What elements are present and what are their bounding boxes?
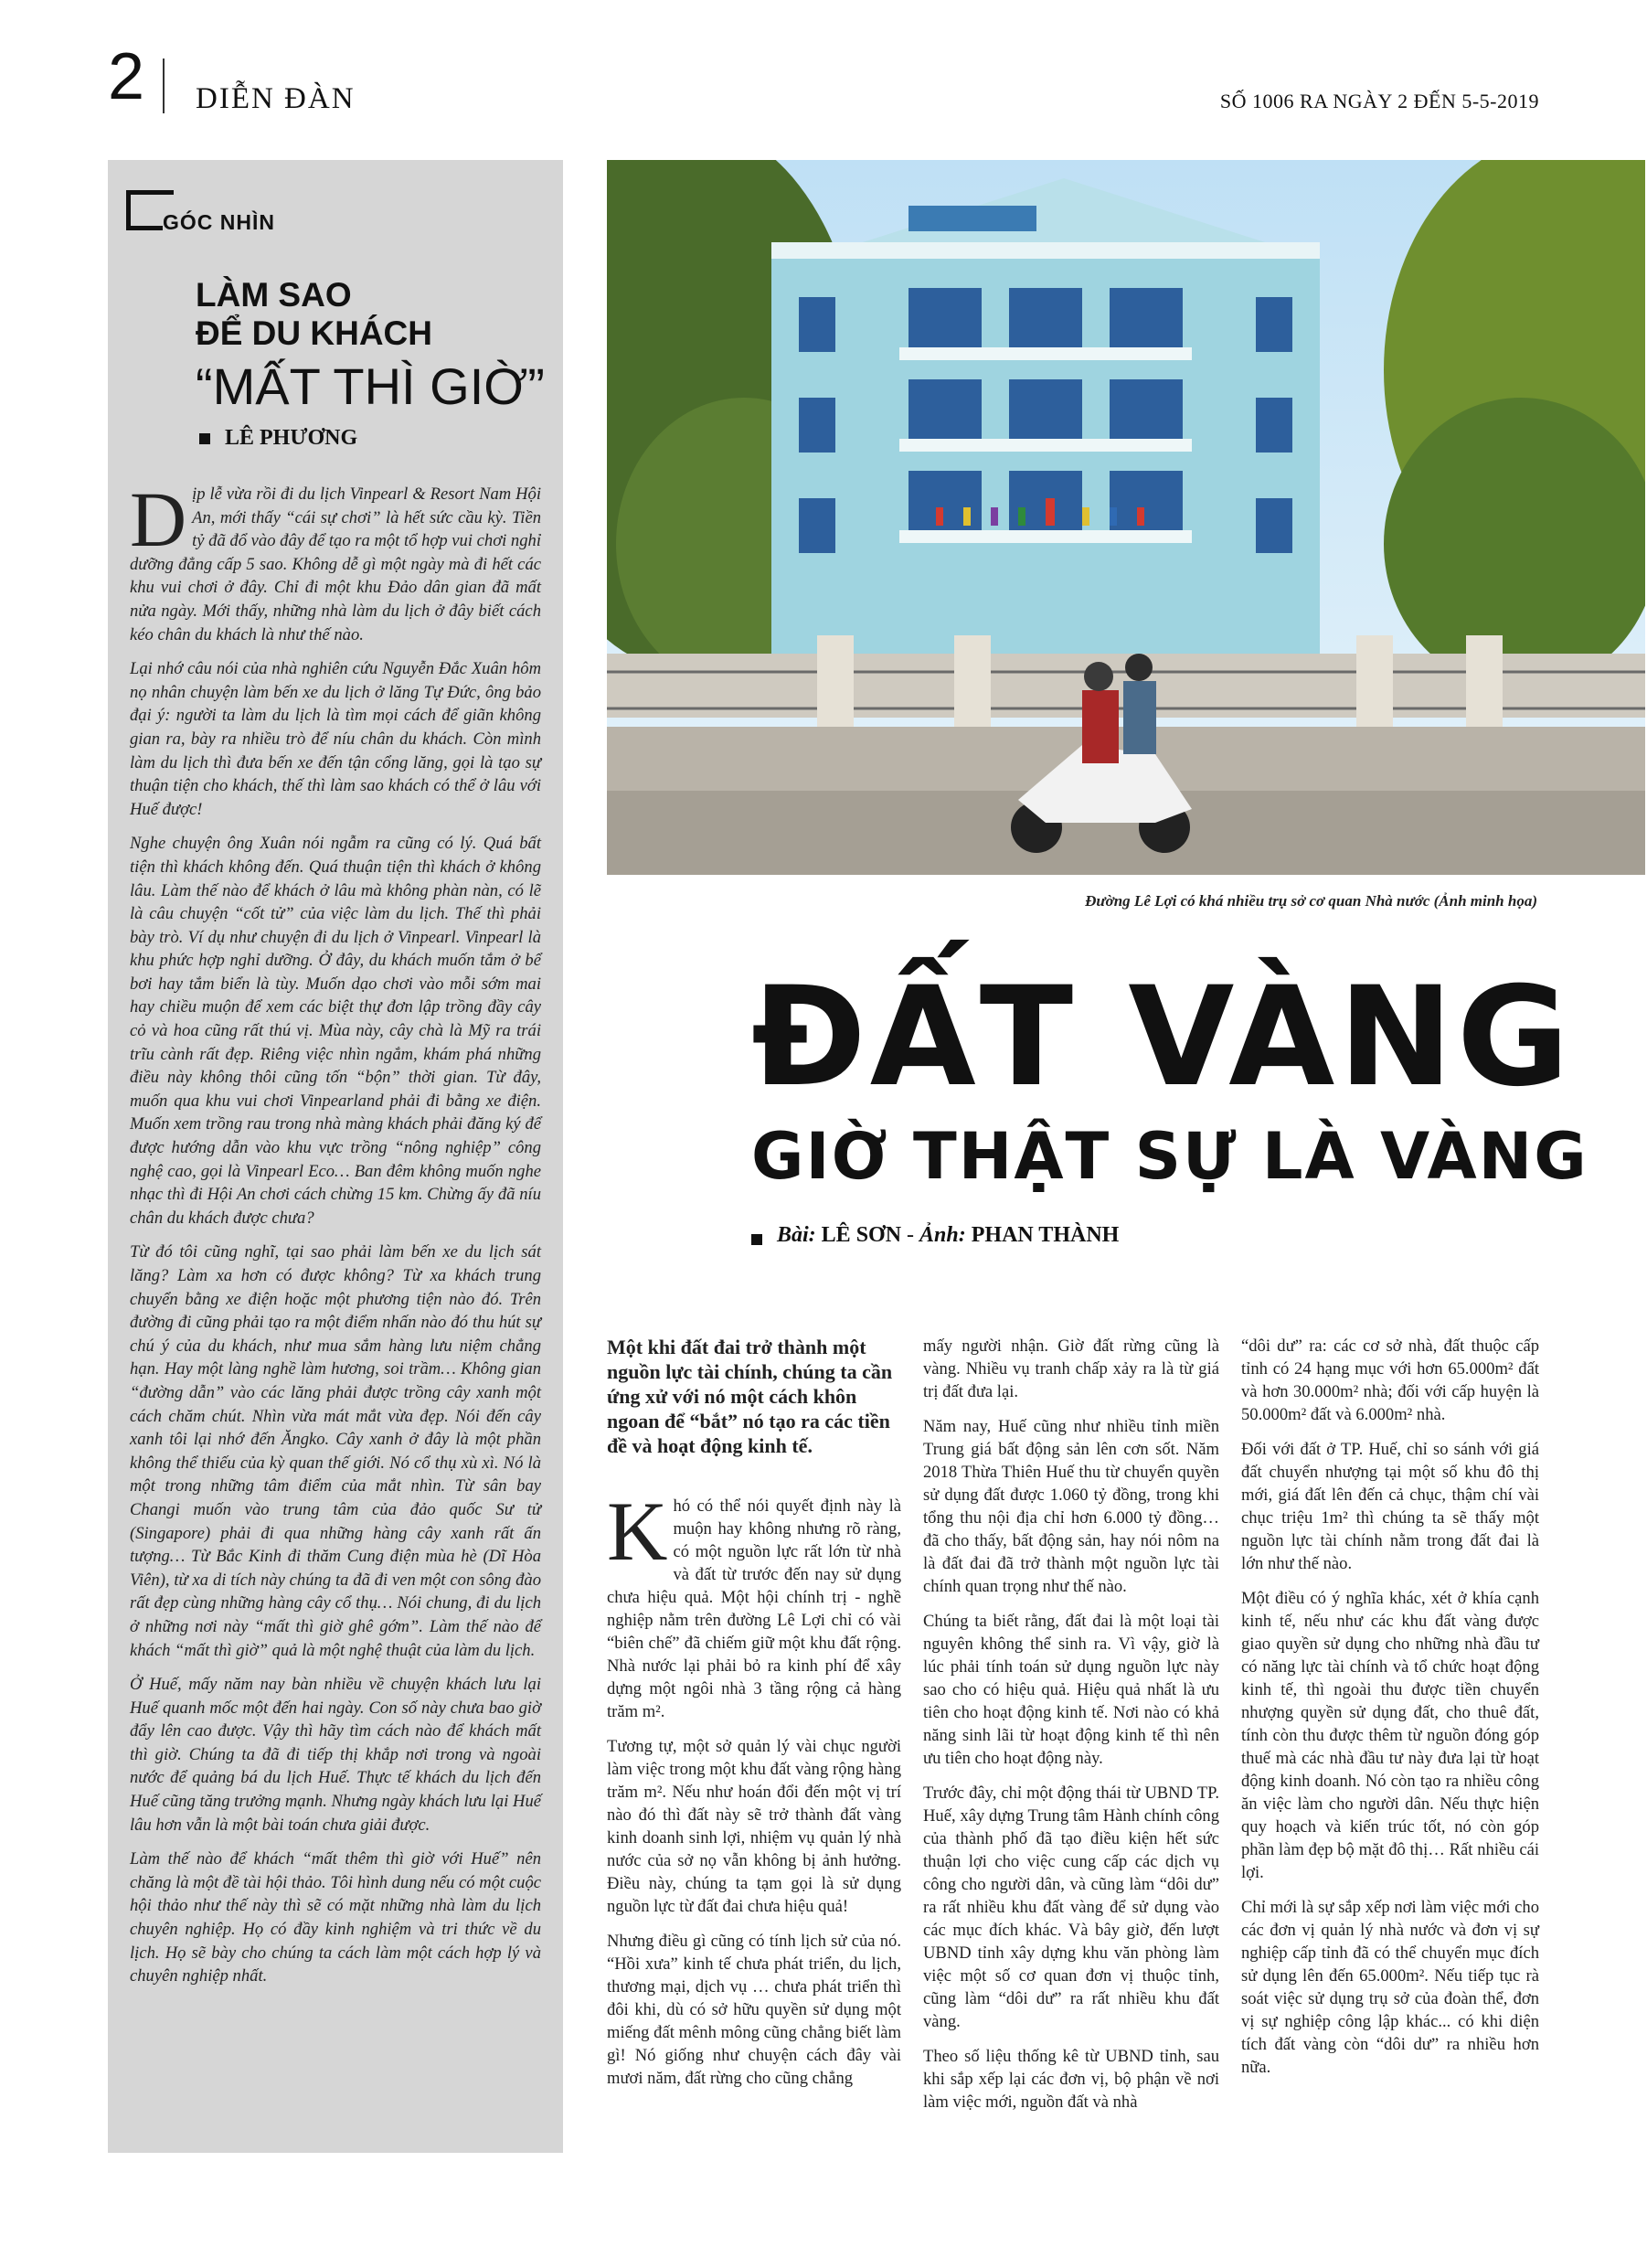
article-paragraph: Đối với đất ở TP. Huế, chỉ so sánh với giá đất chuyển nhượng tại một số khu đô thị mới, giá đất lên đến cả chục, thậm chí vài chục triệu 1m² thì chúng ta sẽ thấy một nguồn lực tài chính nằm trong đất đai là lớn như thế nào.: [1241, 1440, 1539, 1573]
article-column-3: [1241, 1335, 1539, 2091]
column-label: GÓC NHÌN: [163, 210, 275, 234]
header-divider: [163, 59, 165, 113]
byline-author: LÊ SƠN: [821, 1223, 902, 1247]
photo-caption: Đường Lê Lợi có khá nhiều trụ sở cơ quan Nhà nước (Ảnh minh họa): [1085, 892, 1537, 910]
article-paragraph: “dôi dư” ra: các cơ sở nhà, đất thuộc cấp tỉnh có 24 hạng mục với hơn 65.000m² đất và hơn 30.000m² nhà; đối với cấp huyện là 50.000m² đất và 6.000m² nhà.: [1241, 1336, 1539, 1424]
article-paragraph: Tương tự, một sở quản lý vài chục người làm việc trong một khu đất vàng rộng hàng trăm m². Nếu như hoán đổi đến một vị trí nào đó thì đất này sẽ trở thành đất vàng kinh doanh sinh lợi, nhiệm vụ quản lý nhà nước của sở nọ vẫn không bị ảnh hưởng. Điều này, chúng ta tạm gọi là sử dụng nguồn lực từ đất đai chưa hiệu quả!: [607, 1737, 901, 1916]
article-paragraph: Chúng ta biết rằng, đất đai là một loại tài nguyên không thể sinh ra. Vì vậy, giờ là lúc phải tính toán sử dụng nguồn lực này sao cho có hiệu quả. Hiệu quả nhất là ưu tiên cho hoạt động kinh tế. Nơi nào có khả năng sinh lãi từ hoạt động kinh tế thì nên ưu tiên cho hoạt động này.: [923, 1612, 1219, 1768]
corner-bracket-top: [126, 190, 174, 195]
article-paragraph: Chỉ mới là sự sắp xếp nơi làm việc mới cho các đơn vị quản lý nhà nước và đơn vị sự nghiệp cấp tỉnh đã có thể chuyển mục đích sử dụng lên đến 65.000m². Nếu tiếp tục rà soát việc sử dụng trụ sở của đoàn thể, đơn vị sự nghiệp công lập khác... có khi diện tích đất vàng còn “dôi dư” ra nhiều hơn nữa.: [1241, 1898, 1539, 2077]
article-photo: [607, 160, 1645, 875]
article-paragraph: Một điều có ý nghĩa khác, xét ở khía cạnh kinh tế, nếu như các khu đất vàng được giao quyền sử dụng cho những nhà đầu tư có năng lực tài chính và tổ chức hoạt động kinh tế, thì ngoài thu được tiền chuyển nhượng quyền sử dụng đất, cho thuê đất, tính còn thu được thêm từ nguồn đóng góp thuế mà các nhà đầu tư này đưa lại từ hoạt động kinh doanh. Nó còn tạo ra nhiều công ăn việc làm cho người dân. Nếu thực hiện quy hoạch và kiến trúc tốt, nó còn góp phần làm đẹp bộ mặt đô thị… Rất nhiều cái lợi.: [1241, 1589, 1539, 1882]
page-number: 2: [108, 40, 145, 113]
sidebar-title-line3: “MẤT THÌ GIỜ”: [196, 357, 545, 415]
byline-label-text: Bài:: [777, 1223, 816, 1247]
sidebar-paragraph: Từ đó tôi cũng nghĩ, tại sao phải làm bến xe du lịch sát lăng? Làm xa hơn có được không? Từ xa khách trung chuyển bằng xe điện hoặc một phương tiện nào đó. Trên đường đi cũng phải tạo ra một điểm nhấn nào đó thu hút sự chú ý của du khách, như mua sắm hàng lưu niệm chẳng hạn. Hay một làng nghề làm hương, soi trầm… Không gian “đường dẫn” vào các lăng phải được trồng cây xanh một cách chăm chút. Nhìn vừa mát mắt vừa đẹp. Nói đến cây xanh tôi lại nhớ đến Ăngko. Cây xanh ở đây là một phần không thể thiếu của kỳ quan thế giới. Nó cổ thụ xù xì. Nó là một trong những tâm điểm của mắt nhìn. Từ sân bay Changi muốn vào trung tâm của đảo quốc Sư tử (Singapore) phải đi qua những hàng cây xanh rất ấn tượng… Từ Bắc Kinh đi thăm Cung điện mùa hè (Dĩ Hòa Viên), từ xa di tích này chúng ta đã đi ven một con sông đào rất đẹp cùng những hàng cây cổ thụ… Nói chung, đi du lịch ở những nơi này “mất thì giờ ghê gớm”. Làm thế nào để khách “mất thì giờ” quả là một nghệ thuật của làm du lịch.: [130, 1242, 541, 1660]
article-paragraph: Theo số liệu thống kê từ UBND tỉnh, sau khi sắp xếp lại các đơn vị, bộ phận về nơi làm việc mới, nguồn đất và nhà: [923, 2047, 1219, 2112]
sidebar-body: [130, 475, 541, 1999]
sidebar-dropcap: D: [130, 475, 187, 563]
article-dropcap: K: [607, 1485, 668, 1578]
byline-separator: -: [901, 1223, 920, 1247]
sidebar-paragraph: Ở Huế, mấy năm nay bàn nhiều về chuyện khách lưu lại Huế quanh mốc một đến hai ngày. Con số này chưa bao giờ đẩy lên cao được. Vậy thì hãy tìm cách nào để khách mất thì giờ. Chúng ta đã đi tiếp thị khắp nơi trong và ngoài nước để quảng bá du lịch Huế. Thực tế khách du lịch đến Huế cũng tăng trưởng mạnh. Nhưng ngày khách lưu lại Huế lâu hơn vẫn là một bài toán chưa giải được.: [130, 1675, 541, 1835]
sidebar-paragraph: Lại nhớ câu nói của nhà nghiên cứu Nguyễn Đắc Xuân hôm nọ nhân chuyện làm bến xe du lịch ở lăng Tự Đức, ông bảo đại ý: người ta làm du lịch là tìm mọi cách để giãn không gian ra, bày ra nhiều trò để níu chân du khách. Còn mình làm du lịch thì đưa bến xe đến tận cổng lăng, gọi là tạo sự thuận tiện cho khách, thế thì làm sao khách có thể ở lâu với Huế được!: [130, 659, 541, 819]
article-headline: ĐẤT VÀNG: [751, 958, 1573, 1117]
sidebar-title-line2: ĐỂ DU KHÁCH: [196, 314, 432, 352]
byline-label-photo: Ảnh:: [919, 1223, 966, 1247]
section-title: DIỄN ĐÀN: [196, 82, 356, 115]
byline-photographer: PHAN THÀNH: [971, 1223, 1120, 1247]
corner-bracket-icon: [126, 190, 163, 230]
square-bullet-icon: [199, 433, 210, 444]
article-paragraph: mấy người nhận. Giờ đất rừng cũng là vàng. Nhiều vụ tranh chấp xảy ra là từ giá trị đất đưa lại.: [923, 1336, 1219, 1401]
article-paragraph: Năm nay, Huế cũng như nhiều tỉnh miền Trung giá bất động sản lên cơn sốt. Năm 2018 Thừa Thiên Huế thu từ chuyển quyền sử dụng đất được 1.060 tỷ đồng, trong khi tổng thu nội địa chỉ hơn 6.000 tỷ đồng… đã cho thấy, bất động sản, hay nói nôm na là đất đai đã trở thành một nguồn lực tài chính quan trọng như thế nào.: [923, 1417, 1219, 1596]
issue-info: SỐ 1006 RA NGÀY 2 ĐẾN 5-5-2019: [1219, 90, 1539, 112]
sidebar-title-line1: LÀM SAO: [196, 276, 352, 314]
sidebar-paragraph: Làm thế nào để khách “mất thêm thì giờ với Huế” nên chăng là một đề tài hội thảo. Tôi hình dung nếu có một cuộc hội thảo như thế này thì sẽ có mặt những nhà làm du lịch chuyên nghiệp. Họ có đầy kinh nghiệm và tri thức về du lịch. Họ sẽ bày cho chúng ta cách làm một cách hợp lý và chuyên nghiệp nhất.: [130, 1849, 541, 1986]
article-subheadline: GIỜ THẬT SỰ LÀ VÀNG: [751, 1119, 1589, 1194]
article-column-2: [923, 1335, 1219, 2125]
square-bullet-icon: [751, 1234, 762, 1245]
article-lead: Một khi đất đai trở thành một nguồn lực tài chính, chúng ta cần ứng xử với nó một cách khôn ngoan để “bắt” nó tạo ra các tiền đề và hoạt động kinh tế.: [607, 1336, 893, 1457]
article-byline: [777, 1223, 1119, 1248]
article-paragraph: Trước đây, chỉ một động thái từ UBND TP. Huế, xây dựng Trung tâm Hành chính công của thành phố đã tạo điều kiện hết sức thuận lợi cho việc cung cấp các dịch vụ công cho người dân, và cũng làm “dôi dư” ra rất nhiều khu đất vàng để sử dụng vào các mục đích khác. Và bây giờ, đến lượt UBND tỉnh xây dựng khu văn phòng làm việc một số cơ quan đơn vị thuộc tỉnh, cũng làm “dôi dư” ra rất nhiều khu đất vàng.: [923, 1784, 1219, 2031]
sidebar-author: LÊ PHƯƠNG: [225, 426, 358, 450]
article-paragraph: Khó có thể nói quyết định này là muộn hay không nhưng rõ ràng, có một nguồn lực rất lớn từ nhà và đất từ trước đến nay sử dụng chưa hiệu quả. Một hội chính trị - nghề nghiệp nằm trên đường Lê Lợi chỉ có vài “biên chế” đã chiếm giữ một khu đất rộng. Nhà nước lại phải bỏ ra kinh phí để xây dựng một ngôi nhà 3 tầng rộng cả hàng trăm m².: [607, 1485, 901, 1721]
sidebar-paragraph: Nghe chuyện ông Xuân nói ngẫm ra cũng có lý. Quá bất tiện thì khách không đến. Quá thuận tiện thì khách ở không lâu. Làm thế nào để khách ở lâu mà không phàn nàn, có lẽ là câu chuyện “cốt tử” của việc làm du lịch. Thế thì phải bày trò. Ví dụ như chuyện đi du lịch ở Vinpearl. Vinpearl là khu phức hợp nghỉ dưỡng. Ở đây, du khách muốn tắm ở bể bơi hay tắm biển là tùy. Muốn dạo chơi vào mỗi sớm mai hay chiều muộn để xem các biệt thự đơn lập trồng đầy cây cỏ và hoa cũng rất thú vị. Mùa này, cây chà là Mỹ ra trái trĩu cành rất đẹp. Riêng việc nhìn ngắm, khám phá những điều này không thôi cũng tốn “bộn” thời gian. Từ đây, muốn qua khu vui chơi Vinpearland phải đi bằng xe điện. Muốn xem trồng rau trong nhà màng khách phải đăng ký để được hướng dẫn vào khu vực trồng “nông nghiệp” công nghệ cao, gọi là Vinpearl Eco… Ban đêm không muốn nghe nhạc thì đi Hội An chơi cách chừng 15 km. Chừng ấy đã níu chân du khách được chưa?: [130, 834, 541, 1228]
article-paragraph: Nhưng điều gì cũng có tính lịch sử của nó. “Hồi xưa” kinh tế chưa phát triển, du lịch, thương mại, dịch vụ … chưa phát triển thì đôi khi, dù có sở hữu quyền sử dụng một miếng đất mênh mông cũng chẳng biết làm gì! Nó giống như chuyện cách đây vài mươi năm, đất rừng cho cũng chẳng: [607, 1932, 901, 2088]
sidebar-paragraph: Dịp lễ vừa rồi đi du lịch Vinpearl & Resort Nam Hội An, mới thấy “cái sự chơi” là hết sức cầu kỳ. Tiền tỷ đã đổ vào đây để tạo ra một tổ hợp vui chơi nghỉ dưỡng đẳng cấp 5 sao. Không dễ gì một ngày mà đi hết các khu vui chơi ở đây. Chỉ đi một khu Đảo dân gian đã mất nửa ngày. Mới thấy, những nhà làm du lịch ở đây biết cách kéo chân du khách là như thế nào.: [130, 475, 541, 644]
article-column-1: [607, 1335, 901, 2102]
